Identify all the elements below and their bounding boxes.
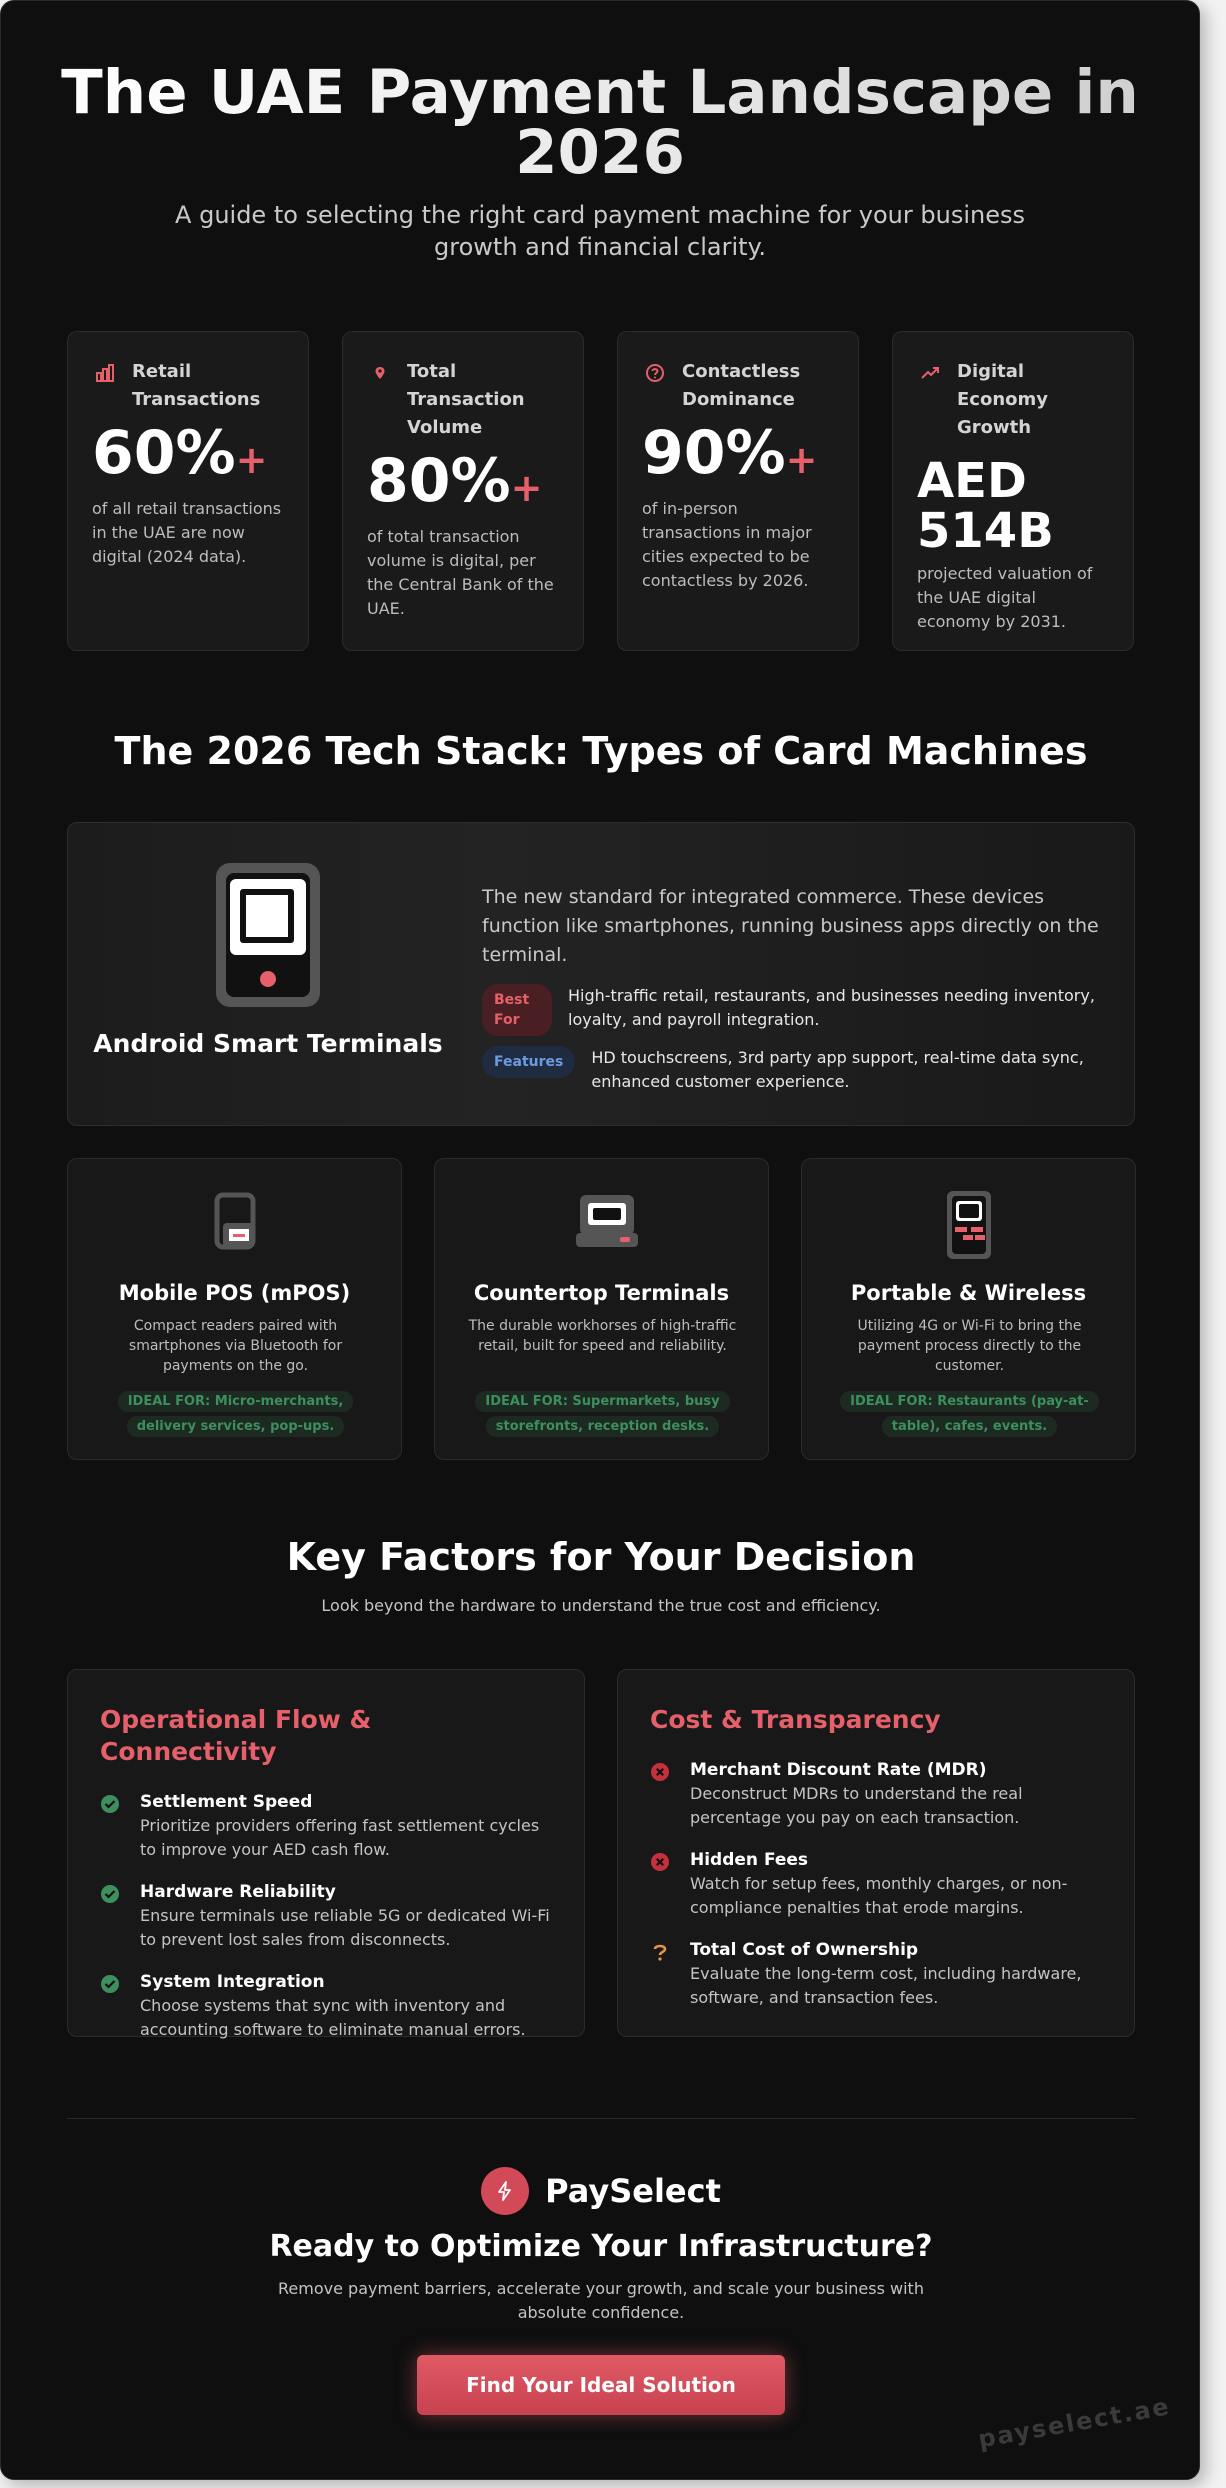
ideal-for-badge: IDEAL FOR: Restaurants (pay-at-table), cafes, events. xyxy=(832,1389,1107,1439)
factor-item xyxy=(100,1790,552,1862)
stat-label: Contactless Dominance xyxy=(682,361,801,410)
ideal-for-badge: IDEAL FOR: Micro-merchants, delivery services, pop-ups. xyxy=(98,1389,373,1439)
bar-chart-icon xyxy=(92,360,118,386)
factor-item xyxy=(650,1758,1102,1830)
factor-item-desc: Prioritize providers offering fast settlement cycles to improve your AED cash flow. xyxy=(140,1816,540,1859)
android-terminal-icon xyxy=(216,863,320,1007)
stat-description: of in-person transactions in major cities expected to be contactless by 2026. xyxy=(642,499,812,590)
mpos-icon xyxy=(205,1189,265,1259)
location-pin-icon xyxy=(367,360,393,386)
stat-value: AED 514B xyxy=(917,453,1054,559)
brand xyxy=(1,2167,1200,2215)
factor-item-title: System Integration xyxy=(140,1972,325,1992)
factor-item xyxy=(650,1848,1102,1920)
factor-item-desc: Choose systems that sync with inventory and accounting software to eliminate manual errors. xyxy=(140,1996,526,2039)
countertop-terminal-icon xyxy=(572,1189,632,1259)
trend-up-icon xyxy=(917,360,943,386)
features-badge: Features xyxy=(482,1046,575,1078)
features-text: HD touchscreens, 3rd party app support, real-time data sync, enhanced customer experience. xyxy=(591,1048,1084,1091)
machine-name: Mobile POS (mPOS) xyxy=(118,1281,351,1305)
machine-card-countertop xyxy=(434,1158,769,1460)
stat-value: 80%+ xyxy=(367,446,543,516)
stat-description: of all retail transactions in the UAE are now digital (2024 data). xyxy=(92,499,282,566)
stats-row xyxy=(67,331,1134,651)
machine-cards xyxy=(67,1158,1136,1460)
machine-name: Portable & Wireless xyxy=(850,1281,1087,1305)
stat-label: Total Transaction Volume xyxy=(407,361,525,438)
machine-name: Countertop Terminals xyxy=(473,1281,730,1305)
stat-label: Digital Economy Growth xyxy=(957,361,1049,438)
factor-item xyxy=(100,1880,552,1952)
portable-terminal-icon xyxy=(939,1189,999,1259)
lightning-bolt-icon xyxy=(481,2167,529,2215)
stat-description: of total transaction volume is digital, per the Central Bank of the UAE. xyxy=(367,527,554,618)
featured-lead: The new standard for integrated commerce. These devices function like smartphones, running business apps directly on the terminal. xyxy=(482,886,1099,966)
factor-item-title: Hardware Reliability xyxy=(140,1882,336,1902)
factor-item xyxy=(100,1970,552,2042)
tech-stack-title: The 2026 Tech Stack: Types of Card Machines xyxy=(114,729,1088,773)
factor-item-title: Total Cost of Ownership xyxy=(690,1940,919,1960)
featured-name: Android Smart Terminals xyxy=(93,1029,443,1058)
stat-value: 90%+ xyxy=(642,418,818,488)
stat-label: Retail Transactions xyxy=(132,361,261,410)
x-circle-icon xyxy=(650,1852,670,1872)
contactless-icon xyxy=(642,360,668,386)
page-subtitle: A guide to selecting the right card payment machine for your business growth and financial clarity. xyxy=(175,201,1025,261)
check-circle-icon xyxy=(100,1884,120,1904)
find-solution-button[interactable]: Find Your Ideal Solution xyxy=(417,2355,785,2415)
stat-card-contactless xyxy=(617,331,859,651)
ideal-for-badge: IDEAL FOR: Supermarkets, busy storefronts, reception desks. xyxy=(465,1389,740,1439)
stat-card-digital-economy xyxy=(892,331,1134,651)
cta-description: Remove payment barriers, accelerate your growth, and scale your business with absolute confidence. xyxy=(278,2279,924,2322)
factor-card-cost xyxy=(617,1669,1135,2037)
stat-card-retail xyxy=(67,331,309,651)
factor-item-desc: Ensure terminals use reliable 5G or dedicated Wi-Fi to prevent lost sales from disconnects. xyxy=(140,1906,550,1949)
machine-card-mpos xyxy=(67,1158,402,1460)
factor-title: Cost & Transparency xyxy=(650,1705,941,1734)
factor-card-operational xyxy=(67,1669,585,2037)
key-factors-subtitle: Look beyond the hardware to understand the true cost and efficiency. xyxy=(321,1596,881,1615)
best-for-text: High-traffic retail, restaurants, and businesses needing inventory, loyalty, and payroll integration. xyxy=(568,986,1095,1029)
watermark: payselect.ae xyxy=(976,2392,1173,2454)
factor-item-desc: Deconstruct MDRs to understand the real percentage you pay on each transaction. xyxy=(690,1784,1023,1827)
key-factors-title: Key Factors for Your Decision xyxy=(286,1535,916,1579)
factor-cards xyxy=(67,1669,1135,2037)
factor-item-title: Merchant Discount Rate (MDR) xyxy=(690,1760,987,1780)
factor-item-desc: Watch for setup fees, monthly charges, or non-compliance penalties that erode margins. xyxy=(690,1874,1068,1917)
factor-item-desc: Evaluate the long-term cost, including hardware, software, and transaction fees. xyxy=(690,1964,1082,2007)
factor-item-title: Settlement Speed xyxy=(140,1792,313,1812)
stat-card-volume xyxy=(342,331,584,651)
stat-description: projected valuation of the UAE digital economy by 2031. xyxy=(917,564,1093,631)
divider xyxy=(67,2118,1135,2119)
check-circle-icon xyxy=(100,1974,120,1994)
featured-card-android xyxy=(67,822,1135,1126)
hero xyxy=(1,1,1199,263)
machine-description: Compact readers paired with smartphones via Bluetooth for payments on the go. xyxy=(128,1318,343,1374)
factor-item-title: Hidden Fees xyxy=(690,1850,809,1870)
check-circle-icon xyxy=(100,1794,120,1814)
machine-card-portable xyxy=(801,1158,1136,1460)
page-title: The UAE Payment Landscape in 2026 xyxy=(50,63,1150,183)
factor-title: Operational Flow & Connectivity xyxy=(100,1705,372,1766)
factor-item xyxy=(650,1938,1102,2010)
machine-description: Utilizing 4G or Wi-Fi to bring the payment process directly to the customer. xyxy=(857,1318,1082,1374)
machine-description: The durable workhorses of high-traffic retail, built for speed and reliability. xyxy=(468,1318,737,1354)
brand-name: PaySelect xyxy=(545,2172,721,2210)
stat-value: 60%+ xyxy=(92,418,268,488)
best-for-badge: Best For xyxy=(482,984,552,1036)
question-icon xyxy=(650,1942,670,1962)
cta-title: Ready to Optimize Your Infrastructure? xyxy=(269,2229,933,2264)
x-circle-icon xyxy=(650,1762,670,1782)
